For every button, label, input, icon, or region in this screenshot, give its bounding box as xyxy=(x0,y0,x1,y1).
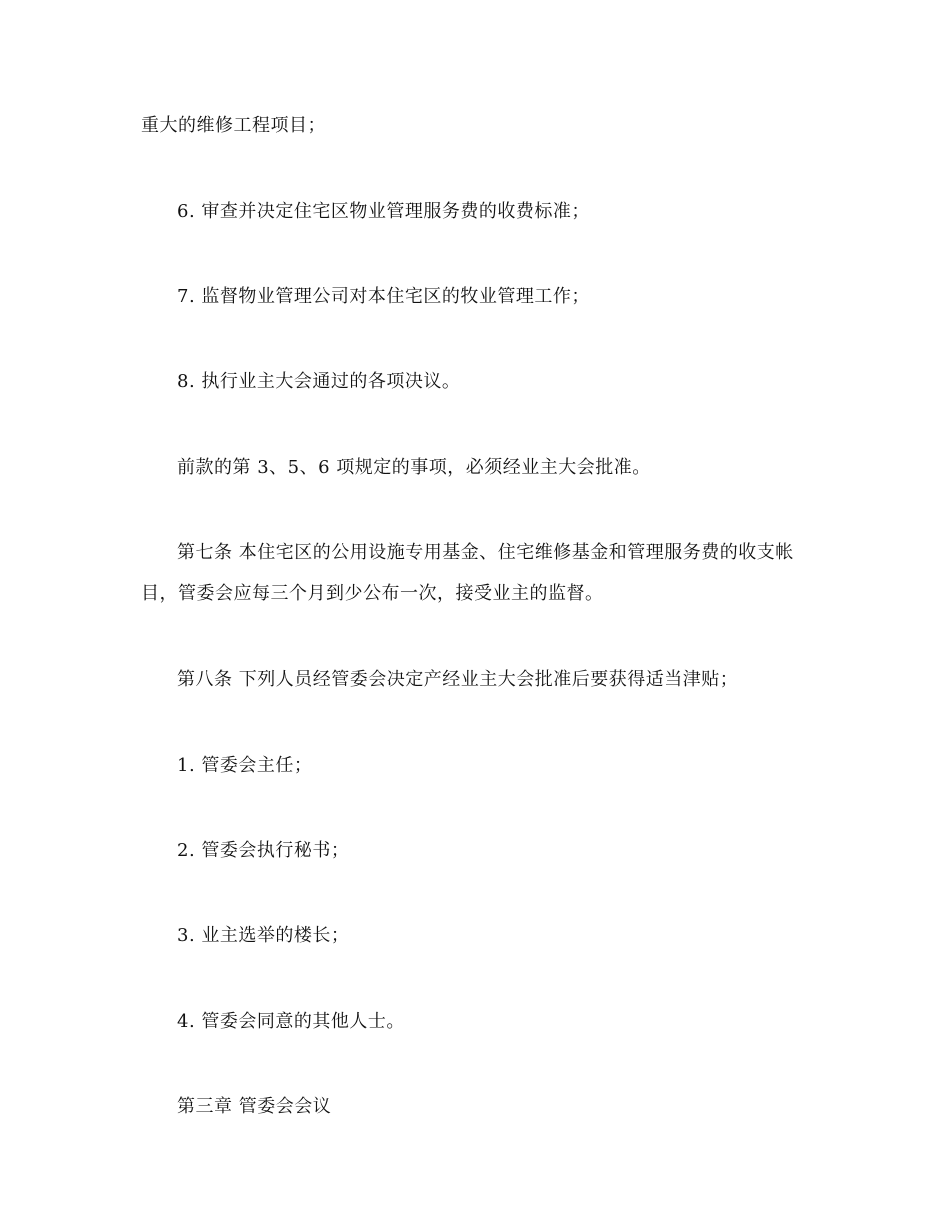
article-8: 第八条 下列人员经管委会决定产经业主大会批准后要获得适当津贴； xyxy=(177,669,739,690)
allowance-item-3: 3. 业主选举的楼长； xyxy=(177,925,350,946)
list-item-8: 8. 执行业主大会通过的各项决议。 xyxy=(177,371,461,392)
list-item-7: 7. 监督物业管理公司对本住宅区的牧业管理工作； xyxy=(177,286,590,307)
chapter-heading: 第三章 管委会会议 xyxy=(177,1096,332,1117)
paragraph-note: 前款的第 3、5、6 项规定的事项，必须经业主大会批准。 xyxy=(177,457,651,478)
list-item-6: 6. 审查并决定住宅区物业管理服务费的收费标准； xyxy=(177,201,590,222)
article-7-line-1: 第七条 本住宅区的公用设施专用基金、住宅维修基金和管理服务费的收支帐 xyxy=(177,542,794,563)
allowance-item-1: 1. 管委会主任； xyxy=(177,755,313,776)
allowance-item-4: 4. 管委会同意的其他人士。 xyxy=(177,1011,405,1032)
article-7-line-2: 目，管委会应每三个月到少公布一次，接受业主的监督。 xyxy=(141,583,604,604)
paragraph-continuation: 重大的维修工程项目； xyxy=(141,115,326,136)
allowance-item-2: 2. 管委会执行秘书； xyxy=(177,840,350,861)
